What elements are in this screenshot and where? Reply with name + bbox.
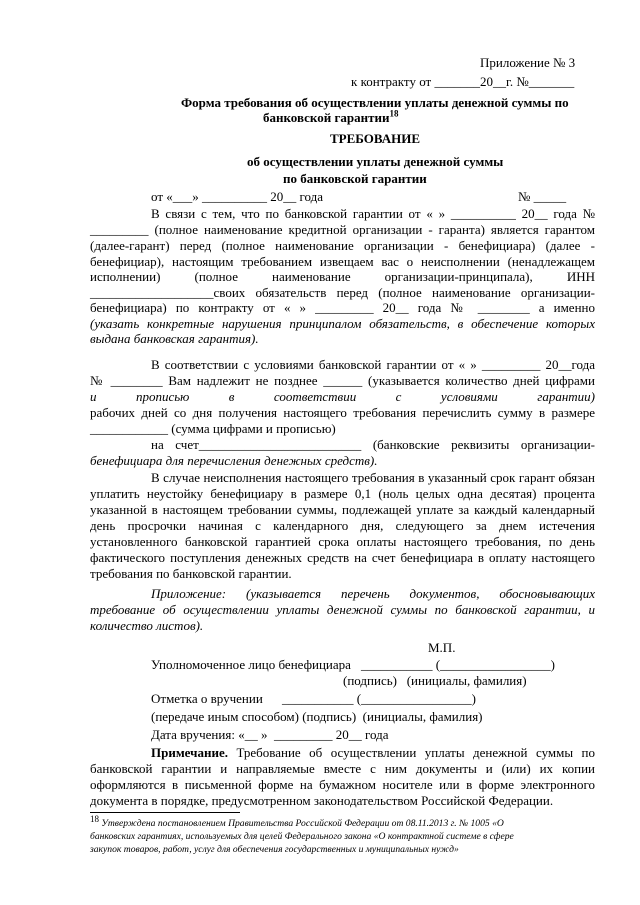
attachment-line: количество листов). (90, 618, 204, 633)
form-title-text: банковской гарантии (263, 110, 390, 125)
footnote-text: Утверждена постановлением Правительства Российской Федерации от 08.11.2013 г. № 1005 «О (101, 818, 504, 829)
footnote-divider (90, 812, 240, 813)
para2-line: № ________ Вам надлежит не позднее ______ (указывается количество дней цифрами (90, 373, 595, 388)
para1-line: ___________________своих обязательств перед (полное наименование организации- (90, 285, 595, 300)
para1-line: (указать конкретные нарушения принципалом обязательств, в обеспечение которых (90, 316, 595, 331)
doc-subtitle-1: об осуществлении уплаты денежной суммы (247, 154, 504, 169)
form-title-line-2 (263, 110, 398, 125)
delivery-signature-fields: ___________ (_________________) (282, 691, 476, 706)
doc-subtitle-2: по банковской гарантии (283, 171, 427, 186)
date-line-number: № _____ (518, 189, 567, 204)
authorized-signature-fields: ___________ (_________________) (361, 657, 555, 672)
footnote-line (90, 813, 504, 830)
para2-line: ____________ (сумма цифрами и прописью) (90, 421, 336, 436)
note-text: Требование об осуществлении уплаты денежной суммы по (236, 745, 596, 760)
para3-line: уплатить неустойку бенефициару в размере 0,1 (ноль целых одна десятая) процента (90, 486, 595, 501)
para3-line: требования по банковской гарантии. (90, 566, 292, 581)
para1-line: бенефициар), настоящим требованием извещаем вас о неисполнении (ненадлежащем (90, 254, 595, 269)
para1-line: _________ (полное наименование кредитной организации - гаранта) является гарантом (90, 222, 595, 237)
para2-line: на счет_________________________ (банковские реквизиты организации- (151, 437, 595, 452)
para1-line: выдана банковская гарантия). (90, 331, 259, 346)
authorized-person-label: Уполномоченное лицо бенефициара (151, 657, 351, 672)
appendix-label: Приложение № 3 (480, 55, 576, 70)
signature-caption: (подпись) (инициалы, фамилия) (343, 673, 527, 688)
para2-line: В соответствии с условиями банковской гарантии от « » _________ 20__года (151, 357, 595, 372)
footnote-line: банковских гарантиях, используемых для целей Федерального закона «О контрактной системе в сфере (90, 831, 514, 842)
date-line-left: от «___» __________ 20__ года (151, 189, 324, 204)
para3-line: день просрочки начиная с календарного дня, следующего за днем истечения (90, 518, 595, 533)
delivery-mark-label: Отметка о вручении (151, 691, 263, 706)
footnote-line: закупок товаров, работ, услуг для обеспечения государственных и муниципальных нужд» (90, 844, 459, 855)
para1-line: бенефициара) по контракту от « » _________ 20__ года № ________ а именно (90, 300, 595, 315)
note-line: документа в порядке, предусмотренном законодательством Российской Федерации. (90, 793, 554, 808)
para1-line: (далее-гарант) перед (полное наименование организации - бенефициара) (далее - (90, 238, 595, 253)
para3-line: установленного банковской гарантией срока оплаты настоящего требования, по день (90, 534, 595, 549)
footnote-mark: 18 (90, 813, 99, 824)
para1-line: исполнении) (полное наименование организации-принципала), ИНН (90, 269, 595, 284)
note-label: Примечание. (151, 745, 228, 760)
stamp-placeholder: М.П. (428, 640, 456, 655)
delivery-date: Дата вручения: «__ » _________ 20__ года (151, 727, 389, 742)
para3-line: указанной в настоящем требовании суммы, подлежащей уплате за каждый календарный (90, 502, 595, 517)
note-line: оформляются в письменной форме на бумажном носителе или в форме электронного (90, 777, 595, 792)
contract-reference: к контракту от _______20__г. №_______ (351, 74, 575, 89)
attachment-line: требование об осуществлении уплаты денежной суммы по банковской гарантии, и (90, 602, 595, 617)
footnote-reference: 18 (389, 108, 399, 119)
para2-line: и прописью в соответствии с условиями гарантии) (90, 389, 595, 404)
doc-title: ТРЕБОВАНИЕ (330, 131, 421, 146)
para3-line: В случае неисполнения настоящего требования в указанный срок гарант обязан (151, 470, 595, 485)
para1-line: В связи с тем, что по банковской гарантии от « » __________ 20__ года № (151, 206, 595, 221)
para2-line: бенефициара для перечисления денежных средств). (90, 453, 378, 468)
para3-line: фактического поступления денежных средств на счет бенефициара в оплату настоящего (90, 550, 595, 565)
note-line: банковской гарантии и направляемые вместе с ним документы и (или) их копии (90, 761, 595, 776)
attachment-line: Приложение: (указывается перечень документов, обосновывающих (151, 586, 595, 601)
delivery-caption: (передаче иным способом) (подпись) (инициалы, фамилия) (151, 709, 483, 724)
para2-line: рабочих дней со дня получения настоящего требования перечислить сумму в размере (90, 405, 595, 420)
form-title-line-1: Форма требования об осуществлении уплаты денежной суммы по (181, 95, 569, 110)
note-line (151, 745, 595, 760)
